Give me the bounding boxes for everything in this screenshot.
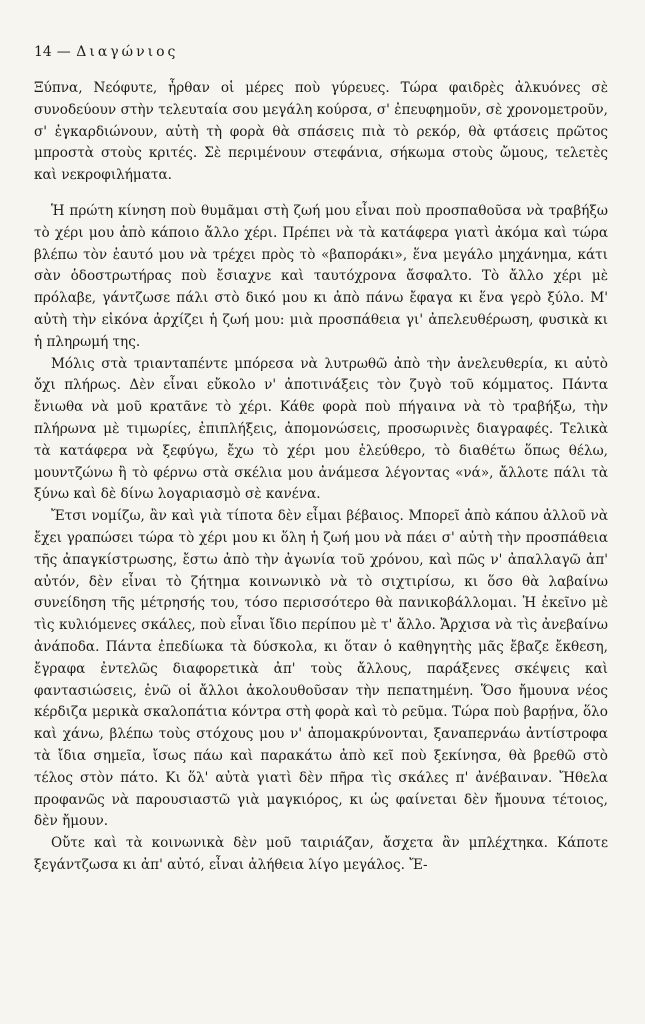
paragraph-1: Ξύπνα, Νεόφυτε, ἦρθαν οἱ μέρες ποὺ γύρευες. Τώρα φαιδρὲς ἀλκυόνες σὲ συνοδεύουν στὴν τελευταία σου μεγάλη κούρσα, σ' ἐπευφημοῦν, σὲ χρονομετροῦν, σ' ἐγκαρδιώνουν, αὐτὴ τὴ φορὰ θὰ σπάσεις πιὰ τὸ ρεκόρ, θὰ φτάσεις πρῶτος μπροστὰ στοὺς κριτές. Σὲ περιμένουν στεφάνια, σήκωμα στοὺς ὤμους, τελετὲς καὶ νεκροφιλήματα.: [34, 80, 608, 184]
body-text: [34, 78, 608, 877]
running-header: [34, 44, 178, 60]
paragraph-3: Μόλις στὰ τριανταπέντε μπόρεσα νὰ λυτρωθῶ ἀπὸ τὴν ἀνελευθερία, κι αὐτὸ ὄχι πλήρως. Δὲν εἶναι εὔκολο ν' ἀποτινάξεις τὸν ζυγὸ τοῦ κόμματος. Πάντα ἔνιωθα νὰ μοῦ κρατᾶνε τὸ χέρι. Κάθε φορὰ ποὺ πήγαινα νὰ τὸ τραβήξω, τὴν πλήρωνα μὲ τιμωρίες, ἐπιπλήξεις, ἀπομονώσεις, προσωρινὲς διαγραφές. Τελικὰ τὰ κατάφερα νὰ ξεφύγω, ἔχω τὸ χέρι μου ἐλεύθερο, τὸ διαθέτω ὅπως θέλω, μουντζώνω ἢ τὸ φέρνω στὰ σκέλια μου ἀνάμεσα λέγοντας «νά», ἄλλοτε πάλι τὰ ξύνω καὶ δὲ δίνω λογαριασμὸ σὲ κανένα.: [34, 355, 608, 503]
header-dash: —: [56, 44, 72, 60]
paragraph-5: Οὔτε καὶ τὰ κοινωνικὰ δὲν μοῦ ταιριάζαν, ἄσχετα ἂν μπλέχτηκα. Κάποτε ξεγάντζωσα κι ἀπ' αὐτό, εἶναι ἀλήθεια λίγο μεγάλος. Ἔ-: [34, 835, 608, 873]
running-title: Διαγώνιος: [76, 44, 179, 60]
paragraph-4: Ἔτσι νομίζω, ἂν καὶ γιὰ τίποτα δὲν εἶμαι βέβαιος. Μπορεῖ ἀπὸ κάπου ἀλλοῦ νὰ ἔχει γραπώσει τώρα τὸ χέρι μου κι ὅλη ἡ ζωή μου νὰ πάει σ' αὐτὴ τὴν προσπάθεια τῆς ἀπαγκίστρωσης, ἔστω ἀπὸ τὴν ἀγωνία τοῦ χρόνου, καὶ πῶς ν' ἀπαλλαγῶ ἀπ' αὐτόν, δὲν εἶναι τὸ ζήτημα κοινωνικὸ νὰ τὸ σιχτιρίσω, κι ὅσο θὰ λαβαίνω συνείδηση τῆς μέτρησής του, τόσο περισσότερο θὰ πανικοβάλλομαι. Ἡ ἐκεῖνο μὲ τὶς κυλιόμενες σκάλες, ποὺ εἶναι ἴδιο περίπου μὲ τ' ἄλλο. Ἄρχισα νὰ τὶς ἀνεβαίνω ἀνάποδα. Πάντα ἐπεδίωκα τὰ δύσκολα, κι ὅταν ὁ καθηγητὴς μᾶς ἔβαζε ἔκθεση, ἔγραφα ἐντελῶς διαφορετικὰ ἀπ' τοὺς ἄλλους, παράξενες σκέψεις καὶ φαντασιώσεις, ἐνῶ οἱ ἄλλοι ἀκολουθοῦσαν τὴν πεπατημένη. Ὅσο ἤμουνα νέος κέρδιζα μερικὰ σκαλοπάτια κόντρα στὴ φορὰ καὶ τὸ ρεῦμα. Τώρα ποὺ βαρῄνα, ὅλο καὶ χάνω, βλέπω τοὺς στόχους μου ν' ἀπομακρύνονται, ξαναπερνάω ἀντίστροφα τὰ ἴδια σημεῖα, ἴσως πάω καὶ παρακάτω ἀπὸ κεῖ ποὺ ξεκίνησα, θὰ βρεθῶ στὸ τέλος στὸν πάτο. Κι ὅλ' αὐτὰ γιατὶ δὲν πῆρα τὶς σκάλες π' ἀνέβαιναν. Ἤθελα προφανῶς νὰ παρουσιαστῶ γιὰ μαγκιόρος, κι ὡς φαίνεται δὲν ἤμουνα τέτοιος, δὲν ἤμουν.: [34, 508, 608, 830]
page-number: 14: [34, 44, 52, 60]
paragraph-2: Ἡ πρώτη κίνηση ποὺ θυμᾶμαι στὴ ζωή μου εἶναι ποὺ προσπαθοῦσα νὰ τραβήξω τὸ χέρι μου ἀπὸ κάποιο ἄλλο χέρι. Πρέπει νὰ τὰ κατάφερα γιατὶ ἀκόμα καὶ τώρα βλέπω τὸν ἑαυτό μου νὰ τρέχει πρὸς τὸ «βαποράκι», ἕνα μεγάλο μηχάνημα, κάτι σὰν ὁδοστρωτήρας ποὺ ἔσιαχνε καὶ ταυτόχρονα ἄσφαλτο. Τὸ ἄλλο χέρι μὲ πρόλαβε, γάντζωσε πάλι στὸ δικό μου κι ἀπὸ πάνω ἔφαγα κι ἕνα γερὸ ξύλο. Μ' αὐτὴ τὴν εἰκόνα ἀρχίζει ἡ ζωή μου: μιὰ προσπάθεια γι' ἀπελευθέρωση, φυσικὰ κι ἡ πληρωμή της.: [34, 202, 608, 350]
